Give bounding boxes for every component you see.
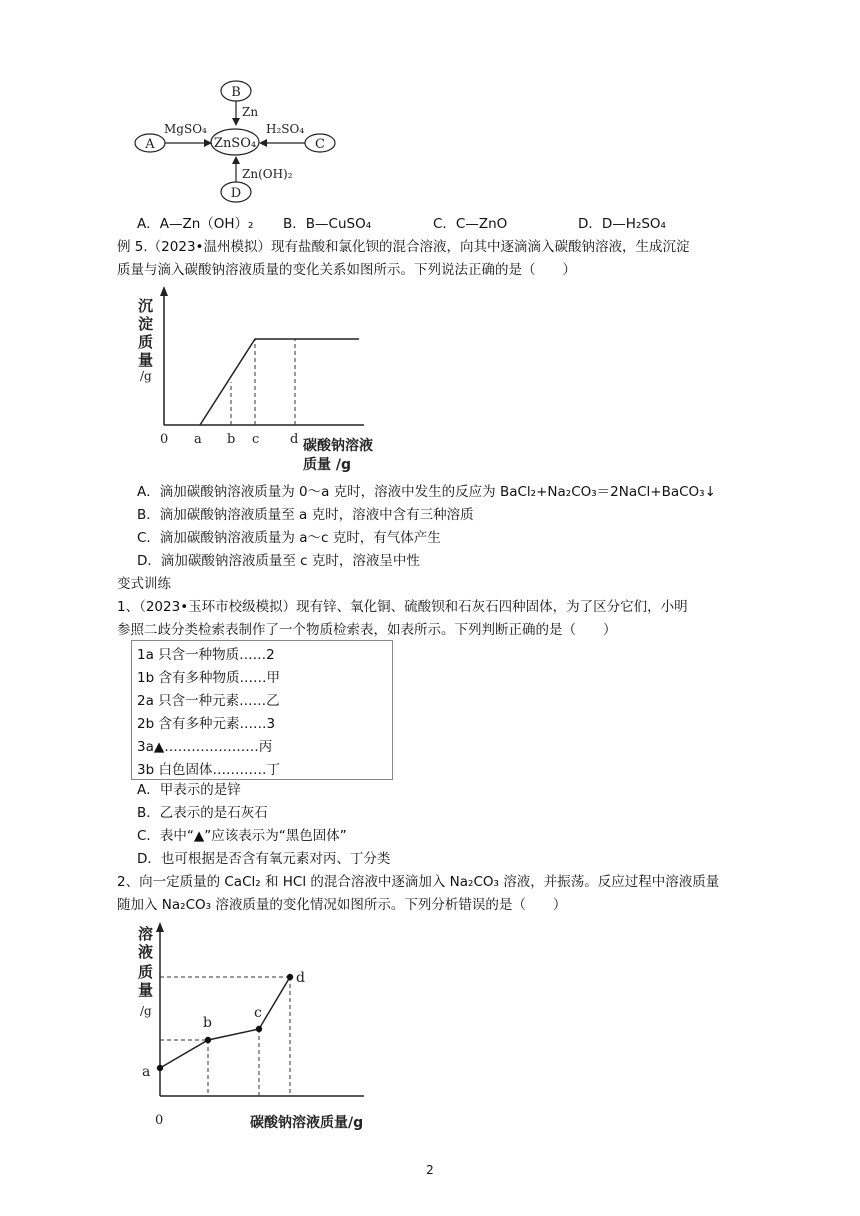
node-center: ZnSO₄ <box>213 136 257 151</box>
chart1-ylabel <box>138 297 153 369</box>
edge-c-label: H₂SO₄ <box>266 122 305 136</box>
chart1-series-line <box>200 339 359 425</box>
chart2-label-a: a <box>142 1064 151 1080</box>
variant-q1-option-a: A．甲表示的是锌 <box>137 782 241 798</box>
key-line-1a: 1a 只含一种物质……2 <box>137 647 275 663</box>
node-c: C <box>315 137 325 152</box>
variant-q1-line2: 参照二歧分类检索表制作了一个物质检索表，如表所示。下列判断正确的是（ ） <box>117 622 617 638</box>
chart1-ylabel-unit: /g <box>140 369 152 383</box>
chart2-point-a <box>157 1065 163 1071</box>
chart1-tick-d: d <box>290 432 299 447</box>
node-a: A <box>145 137 155 152</box>
edge-b-label: Zn <box>242 105 259 119</box>
example5-option-b: B．滴加碳酸钠溶液质量至 a 克时，溶液中含有三种溶质 <box>137 507 474 523</box>
chart2-label-b: b <box>203 1015 212 1031</box>
edge-a-label: MgSO₄ <box>164 122 207 136</box>
chart1-tick-b: b <box>227 432 236 447</box>
example5-option-c: C．滴加碳酸钠溶液质量为 a～c 克时，有气体产生 <box>137 530 441 546</box>
variant-q2-line1: 2、向一定质量的 CaCl₂ 和 HCl 的混合溶液中逐滴加入 Na₂CO₃ 溶液，并振荡。反应过程中溶液质量 <box>117 874 720 890</box>
key-line-2a: 2a 只含一种元素……乙 <box>137 693 280 709</box>
variant-q1-option-d: D．也可根据是否含有氧元素对丙、丁分类 <box>137 851 391 867</box>
key-line-1b: 1b 含有多种物质……甲 <box>137 670 280 686</box>
chart1-xlabel-line1: 碳酸钠溶液 <box>303 438 373 454</box>
chart2-point-c <box>256 1026 262 1032</box>
example5-line2: 质量与滴入碳酸钠溶液质量的变化关系如图所示。下列说法正确的是（ ） <box>117 262 576 278</box>
prev-option-c: C．C—ZnO <box>433 216 508 232</box>
example5-option-d: D．滴加碳酸钠溶液质量至 c 克时，溶液呈中性 <box>137 553 420 569</box>
prev-option-a: A．A—Zn（OH）₂ <box>137 216 254 232</box>
chart-precipitate <box>128 282 408 482</box>
node-d: D <box>230 186 242 201</box>
chart2-label-c: c <box>254 1005 262 1021</box>
prev-options <box>0 215 860 235</box>
classification-key-table <box>131 640 393 780</box>
chart2-ylabel-unit: /g <box>140 1004 152 1018</box>
chart2-origin: 0 <box>155 1113 164 1128</box>
chart1-origin: 0 <box>160 432 169 447</box>
key-line-2b: 2b 含有多种元素……3 <box>137 716 276 732</box>
chart1-ylabel-3: 量 <box>138 351 154 369</box>
reaction-diagram <box>128 78 348 206</box>
example5-option-a: A．滴加碳酸钠溶液质量为 0～a 克时，溶液中发生的反应为 BaCl₂+Na₂CO₃＝2NaCl+BaCO₃↓ <box>137 484 716 500</box>
variant-q1-option-c: C．表中“▲”应该表示为“黑色固体” <box>137 828 347 844</box>
chart2-label-d: d <box>296 970 305 986</box>
example5-line1: 例 5.（2023•温州模拟）现有盐酸和氯化钡的混合溶液，向其中逐滴滴入碳酸钠溶液，生成沉淀 <box>117 239 690 255</box>
prev-option-d: D．D—H₂SO₄ <box>578 216 666 232</box>
chart1-ylabel-0: 沉 <box>138 297 154 315</box>
chart2-ylabel-0: 溶 <box>138 925 154 943</box>
chart1-tick-c: c <box>252 432 260 447</box>
prev-option-b: B．B—CuSO₄ <box>283 216 372 232</box>
chart-solution-mass <box>128 920 408 1140</box>
key-line-3b: 3b 白色固体…………丁 <box>137 762 280 778</box>
variant-q1-option-b: B．乙表示的是石灰石 <box>137 805 268 821</box>
variant-heading: 变式训练 <box>117 576 171 592</box>
chart2-point-b <box>205 1037 211 1043</box>
node-b: B <box>231 85 241 100</box>
key-line-3a: 3a▲…………………丙 <box>137 739 273 755</box>
chart2-point-d <box>287 974 293 980</box>
chart2-series-line <box>160 977 290 1068</box>
chart1-ylabel-2: 质 <box>138 333 154 351</box>
page-number: 2 <box>426 1163 434 1177</box>
chart2-ylabel-1: 液 <box>138 943 154 961</box>
chart1-ylabel-1: 淀 <box>138 315 154 333</box>
edge-d-label: Zn(OH)₂ <box>242 167 293 181</box>
chart2-xlabel: 碳酸钠溶液质量/g <box>250 1115 364 1131</box>
variant-q1-line1: 1、（2023•玉环市校级模拟）现有锌、氧化铜、硫酸钡和石灰石四种固体，为了区分它们，小明 <box>117 599 688 615</box>
variant-q2-line2: 随加入 Na₂CO₃ 溶液质量的变化情况如图所示。下列分析错误的是（ ） <box>117 897 567 913</box>
chart1-xlabel-line2: 质量 /g <box>303 457 352 473</box>
chart1-tick-a: a <box>194 432 202 447</box>
chart2-ylabel-3: 量 <box>138 981 154 999</box>
chart2-ylabel-2: 质 <box>138 963 154 981</box>
